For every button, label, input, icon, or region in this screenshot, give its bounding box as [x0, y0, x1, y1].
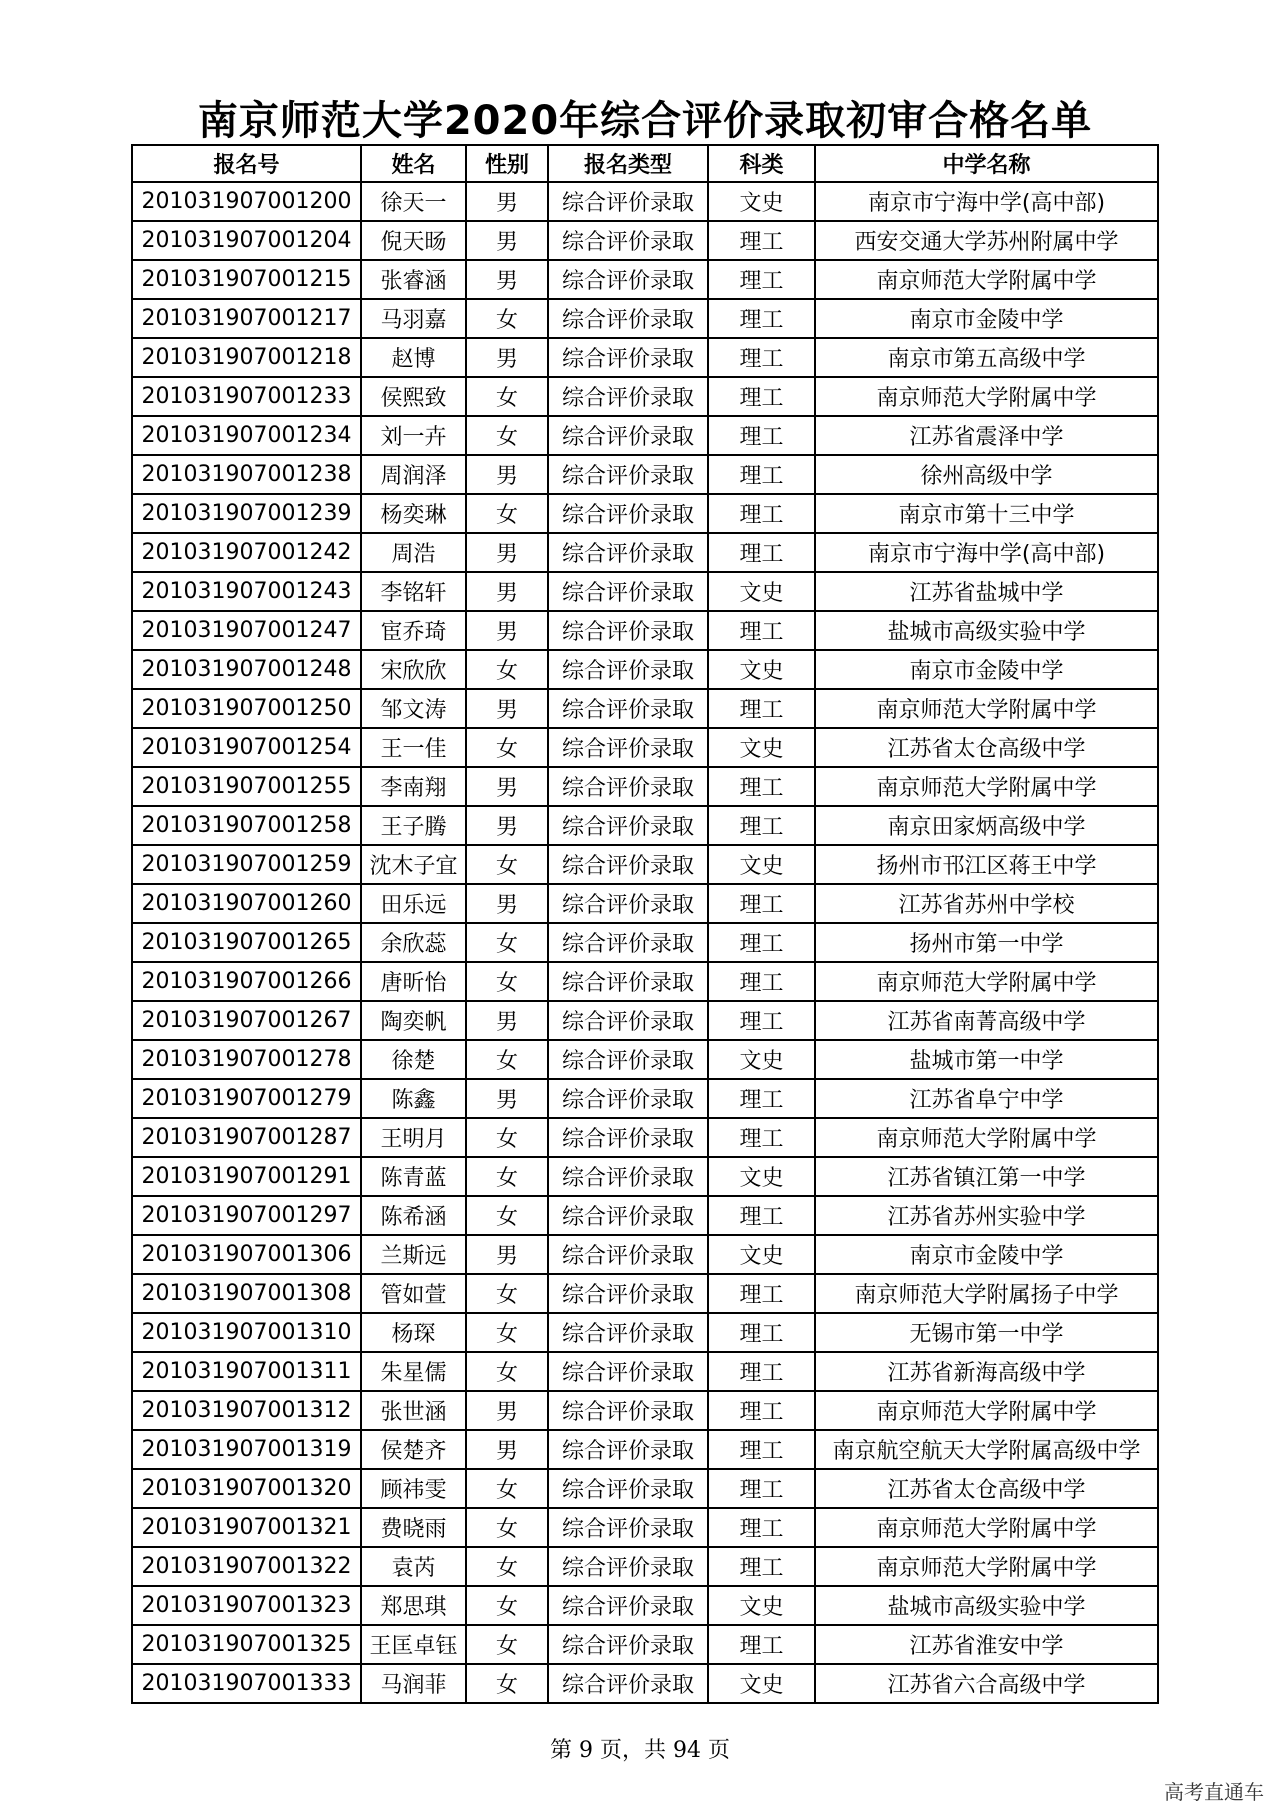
school-name-cell: 扬州市邗江区蒋王中学	[815, 845, 1158, 884]
gender-cell: 女	[466, 1118, 548, 1157]
application-type-cell: 综合评价录取	[548, 494, 708, 533]
registration-number-cell: 201031907001323	[132, 1586, 361, 1625]
name-cell: 陈青蓝	[361, 1157, 466, 1196]
subject-category-cell: 理工	[708, 1001, 815, 1040]
gender-cell: 女	[466, 377, 548, 416]
subject-category-cell: 文史	[708, 845, 815, 884]
subject-category-cell: 理工	[708, 1547, 815, 1586]
application-type-cell: 综合评价录取	[548, 728, 708, 767]
registration-number-cell: 201031907001242	[132, 533, 361, 572]
table-row	[132, 1352, 1158, 1391]
registration-number-cell: 201031907001325	[132, 1625, 361, 1664]
application-type-cell: 综合评价录取	[548, 1079, 708, 1118]
school-name-cell: 南京市第十三中学	[815, 494, 1158, 533]
table-row	[132, 611, 1158, 650]
application-type-cell: 综合评价录取	[548, 260, 708, 299]
subject-category-cell: 理工	[708, 1508, 815, 1547]
registration-number-cell: 201031907001278	[132, 1040, 361, 1079]
gender-cell: 女	[466, 1664, 548, 1703]
gender-cell: 女	[466, 1469, 548, 1508]
name-cell: 邹文涛	[361, 689, 466, 728]
registration-number-cell: 201031907001247	[132, 611, 361, 650]
name-cell: 余欣蕊	[361, 923, 466, 962]
subject-category-cell: 理工	[708, 1118, 815, 1157]
table-row	[132, 1586, 1158, 1625]
name-cell: 田乐远	[361, 884, 466, 923]
table-row	[132, 962, 1158, 1001]
registration-number-cell: 201031907001308	[132, 1274, 361, 1313]
name-cell: 徐天一	[361, 182, 466, 221]
name-cell: 陶奕帆	[361, 1001, 466, 1040]
registration-number-cell: 201031907001259	[132, 845, 361, 884]
subject-category-cell: 文史	[708, 1040, 815, 1079]
subject-category-cell: 理工	[708, 923, 815, 962]
school-name-cell: 南京师范大学附属中学	[815, 1118, 1158, 1157]
registration-number-cell: 201031907001258	[132, 806, 361, 845]
name-cell: 侯熙致	[361, 377, 466, 416]
school-name-cell: 南京师范大学附属中学	[815, 962, 1158, 1001]
name-cell: 唐昕怡	[361, 962, 466, 1001]
table-row	[132, 260, 1158, 299]
name-cell: 朱星儒	[361, 1352, 466, 1391]
subject-category-cell: 文史	[708, 572, 815, 611]
gender-cell: 男	[466, 338, 548, 377]
application-type-cell: 综合评价录取	[548, 1313, 708, 1352]
table-row	[132, 650, 1158, 689]
subject-category-cell: 文史	[708, 1586, 815, 1625]
subject-category-cell: 文史	[708, 1235, 815, 1274]
application-type-cell: 综合评价录取	[548, 1157, 708, 1196]
application-type-cell: 综合评价录取	[548, 767, 708, 806]
registration-number-cell: 201031907001204	[132, 221, 361, 260]
registration-number-cell: 201031907001250	[132, 689, 361, 728]
name-cell: 兰斯远	[361, 1235, 466, 1274]
gender-cell: 女	[466, 728, 548, 767]
school-name-cell: 南京市金陵中学	[815, 1235, 1158, 1274]
registration-number-cell: 201031907001287	[132, 1118, 361, 1157]
application-type-cell: 综合评价录取	[548, 1196, 708, 1235]
school-name-cell: 江苏省淮安中学	[815, 1625, 1158, 1664]
name-cell: 杨奕琳	[361, 494, 466, 533]
school-name-cell: 南京师范大学附属中学	[815, 767, 1158, 806]
table-row	[132, 767, 1158, 806]
name-cell: 费晓雨	[361, 1508, 466, 1547]
table-row	[132, 1547, 1158, 1586]
gender-cell: 男	[466, 611, 548, 650]
table-row	[132, 1469, 1158, 1508]
name-cell: 徐楚	[361, 1040, 466, 1079]
application-type-cell: 综合评价录取	[548, 572, 708, 611]
table-row	[132, 806, 1158, 845]
application-type-cell: 综合评价录取	[548, 416, 708, 455]
application-type-cell: 综合评价录取	[548, 1001, 708, 1040]
application-type-cell: 综合评价录取	[548, 845, 708, 884]
application-type-cell: 综合评价录取	[548, 221, 708, 260]
gender-cell: 男	[466, 1001, 548, 1040]
school-name-cell: 江苏省太仓高级中学	[815, 1469, 1158, 1508]
name-cell: 沈木子宜	[361, 845, 466, 884]
application-type-cell: 综合评价录取	[548, 455, 708, 494]
subject-category-cell: 文史	[708, 650, 815, 689]
table-row	[132, 1001, 1158, 1040]
school-name-cell: 南京市金陵中学	[815, 650, 1158, 689]
registration-number-cell: 201031907001254	[132, 728, 361, 767]
registration-number-cell: 201031907001200	[132, 182, 361, 221]
application-type-cell: 综合评价录取	[548, 962, 708, 1001]
gender-cell: 男	[466, 1235, 548, 1274]
school-name-cell: 南京市宁海中学(高中部)	[815, 182, 1158, 221]
table-row	[132, 494, 1158, 533]
school-name-cell: 江苏省南菁高级中学	[815, 1001, 1158, 1040]
subject-category-cell: 文史	[708, 728, 815, 767]
subject-category-cell: 理工	[708, 767, 815, 806]
gender-cell: 女	[466, 1625, 548, 1664]
application-type-cell: 综合评价录取	[548, 923, 708, 962]
gender-cell: 女	[466, 1274, 548, 1313]
application-type-cell: 综合评价录取	[548, 1274, 708, 1313]
name-cell: 侯楚齐	[361, 1430, 466, 1469]
name-cell: 李铭轩	[361, 572, 466, 611]
application-type-cell: 综合评价录取	[548, 1391, 708, 1430]
gender-cell: 男	[466, 1391, 548, 1430]
registration-number-cell: 201031907001267	[132, 1001, 361, 1040]
gender-cell: 女	[466, 1586, 548, 1625]
school-name-cell: 盐城市第一中学	[815, 1040, 1158, 1079]
registration-number-cell: 201031907001239	[132, 494, 361, 533]
application-type-cell: 综合评价录取	[548, 689, 708, 728]
name-cell: 宋欣欣	[361, 650, 466, 689]
table-row	[132, 338, 1158, 377]
application-type-cell: 综合评价录取	[548, 650, 708, 689]
gender-cell: 女	[466, 494, 548, 533]
table-row	[132, 923, 1158, 962]
name-cell: 张世涵	[361, 1391, 466, 1430]
name-cell: 张睿涵	[361, 260, 466, 299]
subject-category-cell: 理工	[708, 1469, 815, 1508]
application-type-cell: 综合评价录取	[548, 299, 708, 338]
table-row	[132, 1391, 1158, 1430]
application-type-cell: 综合评价录取	[548, 1352, 708, 1391]
name-cell: 陈鑫	[361, 1079, 466, 1118]
name-cell: 倪天旸	[361, 221, 466, 260]
school-name-cell: 江苏省苏州中学校	[815, 884, 1158, 923]
name-cell: 顾祎雯	[361, 1469, 466, 1508]
school-name-cell: 江苏省镇江第一中学	[815, 1157, 1158, 1196]
registration-number-cell: 201031907001243	[132, 572, 361, 611]
subject-category-cell: 理工	[708, 611, 815, 650]
gender-cell: 女	[466, 1508, 548, 1547]
subject-category-cell: 理工	[708, 299, 815, 338]
school-name-cell: 南京田家炳高级中学	[815, 806, 1158, 845]
registration-number-cell: 201031907001260	[132, 884, 361, 923]
gender-cell: 男	[466, 884, 548, 923]
school-name-cell: 江苏省六合高级中学	[815, 1664, 1158, 1703]
gender-cell: 女	[466, 650, 548, 689]
registration-number-cell: 201031907001333	[132, 1664, 361, 1703]
registration-number-cell: 201031907001291	[132, 1157, 361, 1196]
name-cell: 刘一卉	[361, 416, 466, 455]
table-row	[132, 1625, 1158, 1664]
gender-cell: 女	[466, 962, 548, 1001]
subject-category-cell: 理工	[708, 806, 815, 845]
subject-category-cell: 理工	[708, 377, 815, 416]
gender-cell: 男	[466, 1079, 548, 1118]
gender-cell: 女	[466, 1040, 548, 1079]
subject-category-cell: 理工	[708, 1625, 815, 1664]
application-type-cell: 综合评价录取	[548, 611, 708, 650]
school-name-cell: 江苏省阜宁中学	[815, 1079, 1158, 1118]
school-name-cell: 江苏省太仓高级中学	[815, 728, 1158, 767]
header-gender: 性别	[466, 145, 548, 182]
name-cell: 袁芮	[361, 1547, 466, 1586]
school-name-cell: 南京师范大学附属扬子中学	[815, 1274, 1158, 1313]
gender-cell: 男	[466, 572, 548, 611]
registration-number-cell: 201031907001311	[132, 1352, 361, 1391]
subject-category-cell: 理工	[708, 494, 815, 533]
registration-number-cell: 201031907001266	[132, 962, 361, 1001]
application-type-cell: 综合评价录取	[548, 806, 708, 845]
application-type-cell: 综合评价录取	[548, 1118, 708, 1157]
admission-list-table	[131, 144, 1159, 1704]
application-type-cell: 综合评价录取	[548, 1040, 708, 1079]
table-row	[132, 299, 1158, 338]
subject-category-cell: 理工	[708, 1196, 815, 1235]
school-name-cell: 南京市金陵中学	[815, 299, 1158, 338]
application-type-cell: 综合评价录取	[548, 1625, 708, 1664]
name-cell: 马润菲	[361, 1664, 466, 1703]
subject-category-cell: 理工	[708, 884, 815, 923]
gender-cell: 男	[466, 221, 548, 260]
table-row	[132, 377, 1158, 416]
gender-cell: 女	[466, 299, 548, 338]
subject-category-cell: 理工	[708, 455, 815, 494]
page-footer: 第 9 页，共 94 页	[550, 1738, 730, 1763]
subject-category-cell: 理工	[708, 416, 815, 455]
gender-cell: 女	[466, 1352, 548, 1391]
document-title: 南京师范大学2020年综合评价录取初审合格名单	[197, 98, 1093, 144]
school-name-cell: 南京市宁海中学(高中部)	[815, 533, 1158, 572]
table-row	[132, 689, 1158, 728]
gender-cell: 女	[466, 416, 548, 455]
registration-number-cell: 201031907001306	[132, 1235, 361, 1274]
gender-cell: 男	[466, 1430, 548, 1469]
table-row	[132, 1196, 1158, 1235]
registration-number-cell: 201031907001297	[132, 1196, 361, 1235]
name-cell: 郑思琪	[361, 1586, 466, 1625]
school-name-cell: 盐城市高级实验中学	[815, 1586, 1158, 1625]
application-type-cell: 综合评价录取	[548, 1547, 708, 1586]
school-name-cell: 江苏省新海高级中学	[815, 1352, 1158, 1391]
table-row	[132, 1274, 1158, 1313]
name-cell: 管如萱	[361, 1274, 466, 1313]
table-row	[132, 1118, 1158, 1157]
subject-category-cell: 理工	[708, 1391, 815, 1430]
gender-cell: 男	[466, 533, 548, 572]
table-row	[132, 416, 1158, 455]
school-name-cell: 西安交通大学苏州附属中学	[815, 221, 1158, 260]
registration-number-cell: 201031907001310	[132, 1313, 361, 1352]
gender-cell: 男	[466, 260, 548, 299]
table-row	[132, 1235, 1158, 1274]
gender-cell: 女	[466, 845, 548, 884]
application-type-cell: 综合评价录取	[548, 1430, 708, 1469]
table-header-row	[132, 145, 1158, 182]
gender-cell: 男	[466, 455, 548, 494]
application-type-cell: 综合评价录取	[548, 182, 708, 221]
name-cell: 王明月	[361, 1118, 466, 1157]
subject-category-cell: 理工	[708, 1274, 815, 1313]
application-type-cell: 综合评价录取	[548, 1586, 708, 1625]
application-type-cell: 综合评价录取	[548, 1235, 708, 1274]
school-name-cell: 南京师范大学附属中学	[815, 377, 1158, 416]
school-name-cell: 盐城市高级实验中学	[815, 611, 1158, 650]
registration-number-cell: 201031907001322	[132, 1547, 361, 1586]
table-row	[132, 884, 1158, 923]
header-application-type: 报名类型	[548, 145, 708, 182]
subject-category-cell: 理工	[708, 1313, 815, 1352]
name-cell: 马羽嘉	[361, 299, 466, 338]
registration-number-cell: 201031907001218	[132, 338, 361, 377]
registration-number-cell: 201031907001215	[132, 260, 361, 299]
subject-category-cell: 理工	[708, 260, 815, 299]
subject-category-cell: 理工	[708, 1430, 815, 1469]
subject-category-cell: 文史	[708, 182, 815, 221]
registration-number-cell: 201031907001238	[132, 455, 361, 494]
registration-number-cell: 201031907001279	[132, 1079, 361, 1118]
subject-category-cell: 文史	[708, 1157, 815, 1196]
application-type-cell: 综合评价录取	[548, 884, 708, 923]
gender-cell: 男	[466, 689, 548, 728]
table-row	[132, 1664, 1158, 1703]
application-type-cell: 综合评价录取	[548, 1469, 708, 1508]
subject-category-cell: 理工	[708, 1352, 815, 1391]
school-name-cell: 南京师范大学附属中学	[815, 1391, 1158, 1430]
table-row	[132, 221, 1158, 260]
name-cell: 王匡卓钰	[361, 1625, 466, 1664]
gender-cell: 女	[466, 923, 548, 962]
application-type-cell: 综合评价录取	[548, 1508, 708, 1547]
school-name-cell: 江苏省盐城中学	[815, 572, 1158, 611]
subject-category-cell: 理工	[708, 221, 815, 260]
school-name-cell: 徐州高级中学	[815, 455, 1158, 494]
subject-category-cell: 理工	[708, 689, 815, 728]
subject-category-cell: 理工	[708, 533, 815, 572]
gender-cell: 男	[466, 767, 548, 806]
name-cell: 王子腾	[361, 806, 466, 845]
table-row	[132, 1313, 1158, 1352]
registration-number-cell: 201031907001217	[132, 299, 361, 338]
header-name: 姓名	[361, 145, 466, 182]
school-name-cell: 江苏省苏州实验中学	[815, 1196, 1158, 1235]
subject-category-cell: 文史	[708, 1664, 815, 1703]
registration-number-cell: 201031907001233	[132, 377, 361, 416]
application-type-cell: 综合评价录取	[548, 377, 708, 416]
school-name-cell: 南京市第五高级中学	[815, 338, 1158, 377]
name-cell: 周浩	[361, 533, 466, 572]
watermark: 高考直通车	[1164, 1780, 1264, 1804]
table-row	[132, 1079, 1158, 1118]
gender-cell: 女	[466, 1547, 548, 1586]
table-row	[132, 1508, 1158, 1547]
table-row	[132, 455, 1158, 494]
school-name-cell: 南京师范大学附属中学	[815, 260, 1158, 299]
school-name-cell: 南京师范大学附属中学	[815, 1508, 1158, 1547]
application-type-cell: 综合评价录取	[548, 338, 708, 377]
subject-category-cell: 理工	[708, 1079, 815, 1118]
registration-number-cell: 201031907001255	[132, 767, 361, 806]
subject-category-cell: 理工	[708, 338, 815, 377]
gender-cell: 女	[466, 1196, 548, 1235]
table-row	[132, 1157, 1158, 1196]
subject-category-cell: 理工	[708, 962, 815, 1001]
school-name-cell: 南京师范大学附属中学	[815, 689, 1158, 728]
header-school-name: 中学名称	[815, 145, 1158, 182]
name-cell: 宦乔琦	[361, 611, 466, 650]
school-name-cell: 扬州市第一中学	[815, 923, 1158, 962]
registration-number-cell: 201031907001321	[132, 1508, 361, 1547]
name-cell: 王一佳	[361, 728, 466, 767]
registration-number-cell: 201031907001265	[132, 923, 361, 962]
registration-number-cell: 201031907001319	[132, 1430, 361, 1469]
table-row	[132, 1040, 1158, 1079]
name-cell: 赵博	[361, 338, 466, 377]
name-cell: 杨琛	[361, 1313, 466, 1352]
registration-number-cell: 201031907001320	[132, 1469, 361, 1508]
table-row	[132, 728, 1158, 767]
school-name-cell: 江苏省震泽中学	[815, 416, 1158, 455]
gender-cell: 女	[466, 1157, 548, 1196]
school-name-cell: 南京师范大学附属中学	[815, 1547, 1158, 1586]
table-row	[132, 1430, 1158, 1469]
registration-number-cell: 201031907001248	[132, 650, 361, 689]
table-body	[132, 182, 1158, 1703]
table-row	[132, 845, 1158, 884]
application-type-cell: 综合评价录取	[548, 533, 708, 572]
table-row	[132, 572, 1158, 611]
header-subject-category: 科类	[708, 145, 815, 182]
school-name-cell: 无锡市第一中学	[815, 1313, 1158, 1352]
application-type-cell: 综合评价录取	[548, 1664, 708, 1703]
header-registration-number: 报名号	[132, 145, 361, 182]
registration-number-cell: 201031907001312	[132, 1391, 361, 1430]
name-cell: 陈希涵	[361, 1196, 466, 1235]
table-row	[132, 182, 1158, 221]
name-cell: 李南翔	[361, 767, 466, 806]
school-name-cell: 南京航空航天大学附属高级中学	[815, 1430, 1158, 1469]
gender-cell: 男	[466, 182, 548, 221]
gender-cell: 女	[466, 1313, 548, 1352]
gender-cell: 男	[466, 806, 548, 845]
registration-number-cell: 201031907001234	[132, 416, 361, 455]
name-cell: 周润泽	[361, 455, 466, 494]
table-row	[132, 533, 1158, 572]
